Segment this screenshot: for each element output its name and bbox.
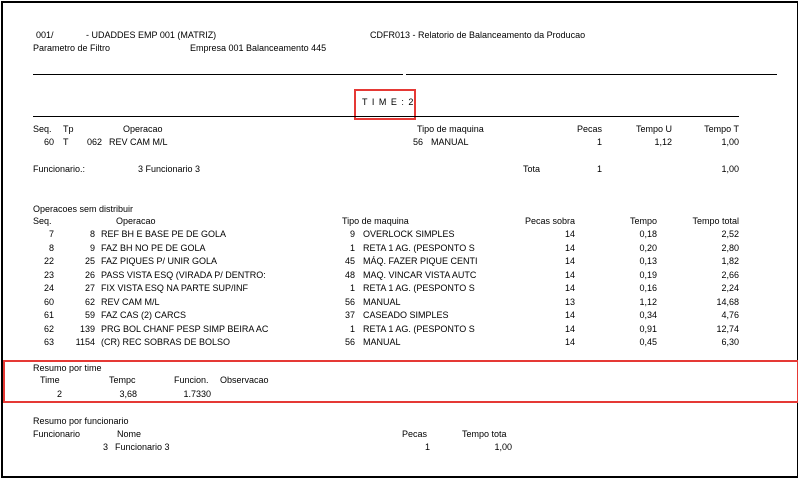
ua-pecas: 14 (564, 229, 575, 239)
ua-mq-name: MANUAL (363, 337, 401, 347)
funcionario-label: Funcionario.: (33, 164, 86, 174)
report-title: CDFR013 - Relatorio de Balanceamento da Producao (370, 30, 586, 40)
ua-col-operacao: Operacao (116, 216, 156, 226)
ua-pecas: 14 (564, 310, 575, 320)
ua-mq-name: MAQ. VINCAR VISTA AUTC (363, 269, 477, 280)
unassigned-title: Operacoes sem distribuir (33, 204, 134, 214)
ua-seq: 22 (43, 256, 54, 266)
op-code: 062 (86, 137, 102, 147)
ua-seq: 60 (43, 296, 54, 307)
ua-mq-code: 1 (349, 242, 355, 253)
ua-col-tempo: Tempo (629, 216, 657, 226)
ua-total: 2,24 (721, 283, 739, 293)
ua-pecas: 14 (564, 256, 575, 266)
funcionario-total-label: Tota (523, 164, 541, 174)
ua-op-name: FAZ PIQUES P/ UNIR GOLA (101, 256, 218, 266)
col-tipo-maquina: Tipo de maquina (417, 124, 484, 134)
ua-mq-code: 45 (344, 256, 355, 266)
sf-col-tempo: Tempo tota (462, 429, 507, 439)
ua-total: 1,82 (721, 256, 739, 266)
ua-tempo: 0,20 (639, 242, 657, 253)
funcionario-name: 3 Funcionario 3 (138, 164, 201, 174)
ua-tempo: 0,19 (639, 269, 657, 280)
sf-col-funcionario: Funcionario (33, 429, 81, 439)
ua-mq-code: 48 (344, 269, 355, 280)
ua-seq: 61 (43, 310, 54, 320)
sf-col-pecas: Pecas (402, 429, 428, 439)
col-tempo-u: Tempo U (635, 124, 672, 134)
ua-tempo: 1,12 (639, 296, 657, 307)
ua-col-pecas-sobra: Pecas sobra (524, 216, 575, 226)
ua-pecas: 14 (564, 337, 575, 347)
ua-col-seq: Seq. (33, 216, 52, 226)
ua-seq: 63 (43, 337, 54, 347)
ua-mq-code: 37 (344, 310, 355, 320)
op-pecas: 1 (596, 137, 602, 147)
st-col-tempo: Tempc (109, 375, 136, 385)
st-time: 2 (56, 389, 62, 399)
ua-tempo: 0,16 (639, 283, 657, 293)
sf-nome: Funcionario 3 (115, 442, 170, 452)
col-tp: Tp (63, 124, 74, 134)
col-tempo-t: Tempo T (704, 124, 739, 134)
ua-total: 6,30 (721, 337, 739, 347)
ua-op-name: PASS VISTA ESQ (VIRADA P/ DENTRO: (101, 269, 266, 280)
ua-op-code: 26 (84, 269, 95, 280)
ua-pecas: 14 (564, 242, 575, 253)
filter-label: Parametro de Filtro (33, 43, 111, 53)
op-tp: T (63, 137, 69, 147)
ua-op-name: PRG BOL CHANF PESP SIMP BEIRA AC (101, 323, 269, 334)
sf-pecas: 1 (424, 442, 430, 452)
time-divider (33, 116, 739, 117)
ua-total: 2,80 (721, 242, 739, 253)
ua-mq-name: MÁQ. FAZER PIQUE CENTI (363, 256, 478, 266)
ua-mq-code: 1 (349, 283, 355, 293)
op-tempo-u: 1,12 (654, 137, 672, 147)
ua-mq-code: 9 (349, 229, 355, 239)
op-machine-name: MANUAL (431, 137, 469, 147)
sf-col-nome: Nome (117, 429, 142, 439)
ua-op-code: 1154 (75, 337, 95, 347)
summary-func-title: Resumo por funcionario (33, 416, 129, 426)
col-operacao: Operacao (123, 124, 163, 134)
funcionario-pecas: 1 (596, 164, 602, 174)
ua-total: 14,68 (716, 296, 739, 307)
ua-tempo: 0,13 (639, 256, 657, 266)
op-machine-code: 56 (412, 137, 423, 147)
col-seq: Seq. (33, 124, 52, 134)
sf-func: 3 (102, 442, 108, 452)
st-col-observacao: Observacao (220, 375, 269, 385)
ua-mq-name: CASEADO SIMPLES (363, 310, 449, 320)
ua-pecas: 14 (564, 323, 575, 334)
ua-op-name: REV CAM M/L (101, 296, 160, 307)
st-col-time: Time (40, 375, 60, 385)
st-tempo: 3,68 (119, 389, 137, 399)
ua-op-name: FAZ BH NO PE DE GOLA (101, 242, 206, 253)
ua-mq-name: RETA 1 AG. (PESPONTO S (363, 323, 475, 334)
ua-mq-code: 56 (344, 337, 355, 347)
op-seq: 60 (43, 137, 54, 147)
ua-total: 4,76 (721, 310, 739, 320)
ua-tempo: 0,18 (639, 229, 657, 239)
ua-total: 2,52 (721, 229, 739, 239)
funcionario-tempo: 1,00 (721, 164, 739, 174)
filter-value: Empresa 001 Balanceamento 445 (190, 43, 327, 53)
ua-seq: 7 (48, 229, 54, 239)
ua-total: 12,74 (716, 323, 739, 334)
header-divider-left (33, 74, 403, 75)
ua-op-code: 9 (89, 242, 95, 253)
ua-mq-code: 56 (344, 296, 355, 307)
header-code: 001/ (36, 30, 54, 40)
ua-op-name: REF BH E BASE PE DE GOLA (101, 229, 227, 239)
ua-mq-name: RETA 1 AG. (PESPONTO S (363, 283, 475, 293)
ua-op-name: FAZ CAS (2) CARCS (101, 310, 187, 320)
ua-col-tempo-total: Tempo total (692, 216, 739, 226)
ua-tempo: 0,45 (639, 337, 657, 347)
ua-seq: 62 (43, 323, 54, 334)
st-funcion: 1.7330 (183, 389, 211, 399)
ua-op-code: 25 (84, 256, 95, 266)
ua-tempo: 0,91 (639, 323, 657, 334)
summary-time-title: Resumo por time (33, 363, 102, 373)
ua-mq-name: MANUAL (363, 296, 401, 307)
ua-op-code: 139 (79, 323, 95, 334)
header-divider-right (406, 74, 777, 75)
ua-pecas: 14 (564, 283, 575, 293)
ua-total: 2,66 (721, 269, 739, 280)
ua-seq: 8 (48, 242, 54, 253)
sf-tempo: 1,00 (494, 442, 512, 452)
ua-pecas: 14 (564, 269, 575, 280)
header-company: - UDADDES EMP 001 (MATRIZ) (86, 30, 217, 40)
st-col-funcion: Funcion. (174, 375, 209, 385)
ua-col-tipo-maquina: Tipo de maquina (342, 216, 409, 226)
ua-op-name: (CR) REC SOBRAS DE BOLSO (101, 337, 231, 347)
ua-op-code: 59 (84, 310, 95, 320)
ua-mq-name: RETA 1 AG. (PESPONTO S (363, 242, 475, 253)
op-tempo-t: 1,00 (721, 137, 739, 147)
ua-mq-code: 1 (349, 323, 355, 334)
op-name: REV CAM M/L (109, 137, 168, 147)
time-title: T I M E : 2 (362, 97, 415, 107)
ua-op-code: 62 (84, 296, 95, 307)
ua-seq: 24 (43, 283, 54, 293)
ua-seq: 23 (43, 269, 54, 280)
ua-op-code: 27 (84, 283, 95, 293)
ua-pecas: 13 (564, 296, 575, 307)
ua-tempo: 0,34 (639, 310, 657, 320)
col-pecas: Pecas (576, 124, 602, 134)
ua-mq-name: OVERLOCK SIMPLES (363, 229, 455, 239)
ua-op-name: FIX VISTA ESQ NA PARTE SUP/INF (101, 283, 249, 293)
ua-op-code: 8 (89, 229, 95, 239)
